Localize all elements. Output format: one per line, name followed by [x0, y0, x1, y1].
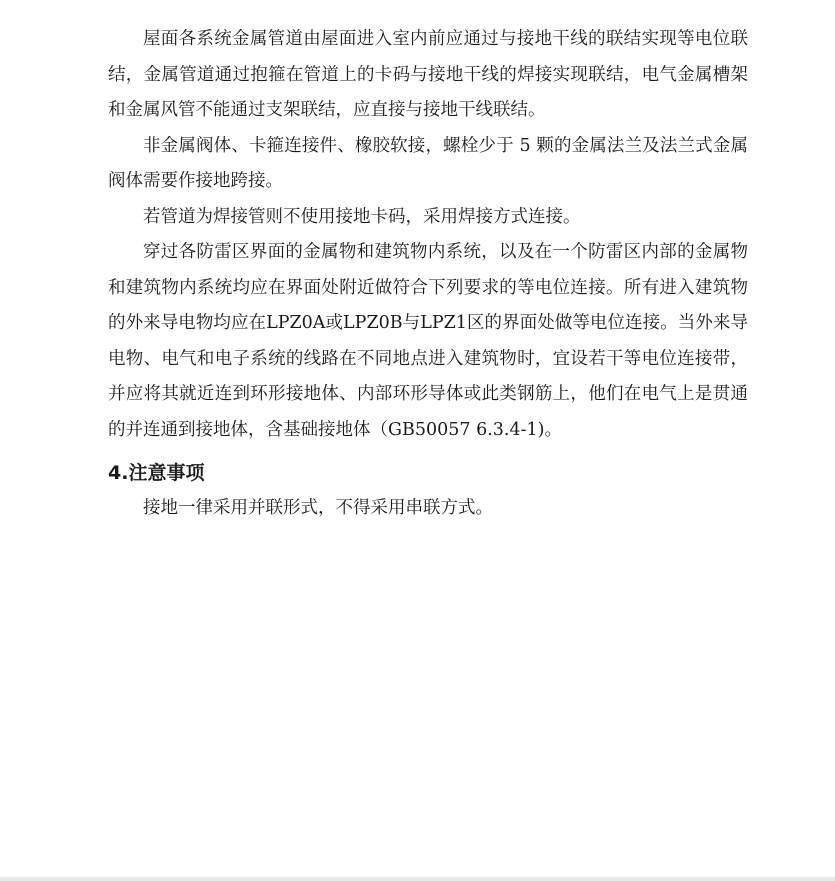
paragraph-welded-pipe: 若管道为焊接管则不使用接地卡码，采用焊接方式连接。: [143, 206, 581, 227]
paragraph-roof-pipe-bonding: 屋面各系统金属管道由屋面进入室内前应通过与接地干线的联结实现等电位联结，金属管道通过抱箍在管道上的卡码与接地干线的焊接实现联结，电气金属槽架和金属风管不能通过支架联结，应直接与接地干线联结。: [108, 29, 748, 120]
paragraph-lightning-zone-bonding: 穿过各防雷区界面的金属物和建筑物内系统，以及在一个防雷区内部的金属物和建筑物内系统均应在界面处附近做符合下列要求的等电位连接。所有进入建筑物的外来导电物均应在LPZ0A或LPZ0B与LPZ1区的界面处做等电位连接。当外来导电物、电气和电子系统的线路在不同地点进入建筑物时，宜设若干等电位连接带，并应将其就近连到环形接地体、内部环形导体或此类钢筋上，他们在电气上是贯通的并连通到接地体，含基础接地体（GB50057 6.3.4-1)。: [108, 242, 748, 440]
paragraph-parallel-grounding: 接地一律采用并联形式，不得采用串联方式。: [143, 498, 493, 518]
paragraph-jumper-bonding: 非金属阀体、卡箍连接件、橡胶软接，螺栓少于 5 颗的金属法兰及法兰式金属阀体需要作接地跨接。: [108, 135, 748, 191]
section-heading-notes: 4.注意事项: [108, 462, 205, 484]
document-body: [108, 22, 748, 527]
page-bottom-edge: [0, 877, 835, 881]
